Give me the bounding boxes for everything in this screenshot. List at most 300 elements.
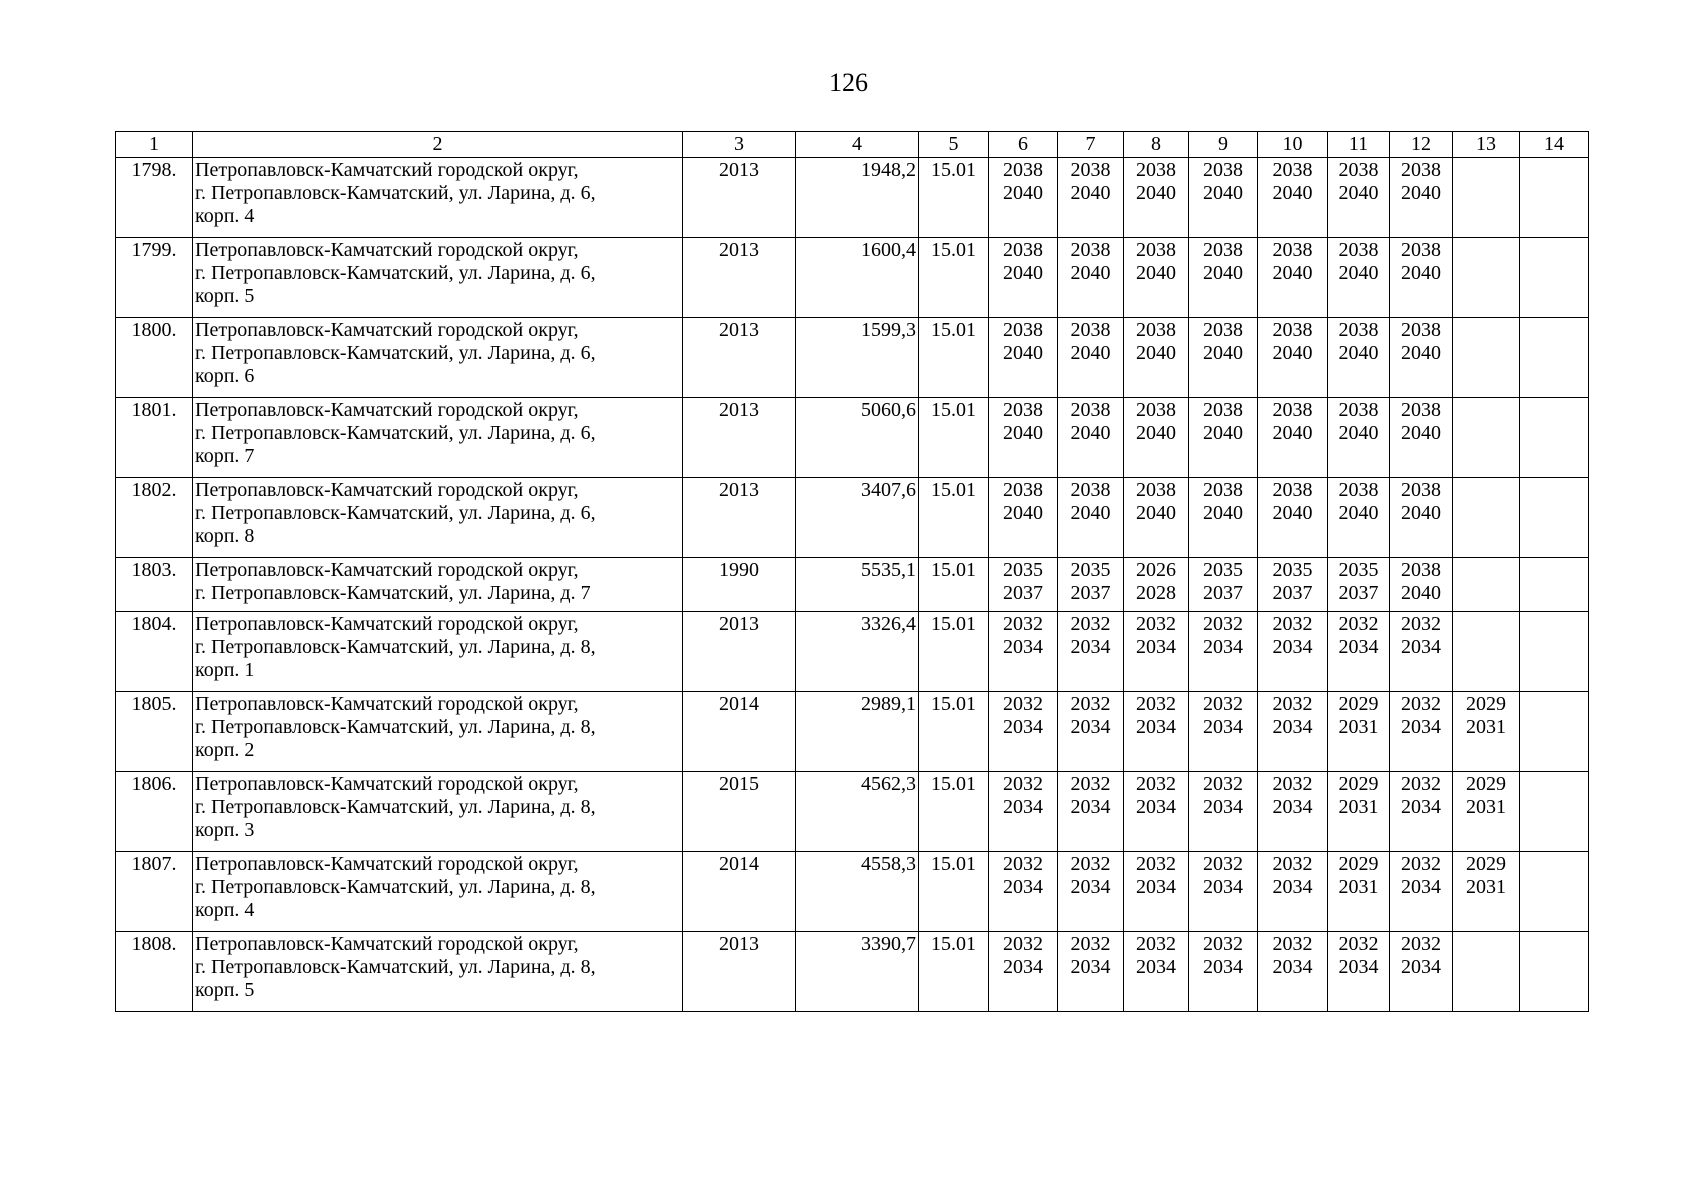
period-end: 2034 — [1070, 796, 1111, 818]
period-end: 2034 — [1136, 716, 1176, 738]
period-start: 2032 — [1070, 853, 1111, 875]
address-line: Петропавловск-Камчатский городской округ, — [195, 399, 579, 421]
table-header — [116, 132, 1589, 158]
period-end: 2040 — [1272, 342, 1313, 364]
period-start: 2032 — [1203, 773, 1243, 795]
period-cell-col-6 — [989, 558, 1058, 612]
year-built: 2014 — [683, 692, 796, 772]
year-built: 2013 — [683, 612, 796, 692]
period-end: 2040 — [1338, 502, 1379, 524]
table-row — [116, 238, 1589, 318]
period-cell-col-7 — [1058, 398, 1124, 478]
period-end: 2034 — [1070, 716, 1111, 738]
work-code: 15.01 — [919, 318, 989, 398]
period-cell-col-12 — [1390, 612, 1453, 692]
table-row — [116, 932, 1589, 1012]
period-end: 2034 — [1070, 876, 1111, 898]
period-start: 2032 — [1070, 613, 1111, 635]
period-end: 2034 — [1136, 876, 1176, 898]
period-cell-col-10 — [1258, 238, 1328, 318]
col-14-cell — [1520, 852, 1589, 932]
period-start: 2032 — [1136, 693, 1176, 715]
address-line: корп. 3 — [195, 819, 255, 841]
period-start: 2032 — [1203, 853, 1243, 875]
period-end: 2040 — [1401, 262, 1441, 284]
period-start: 2032 — [1070, 933, 1111, 955]
address-cell — [193, 558, 683, 612]
address-cell — [193, 852, 683, 932]
period-start: 2032 — [1401, 773, 1441, 795]
period-cell-col-9 — [1189, 852, 1258, 932]
period-start: 2032 — [1136, 613, 1176, 635]
table-row — [116, 772, 1589, 852]
period-end: 2034 — [1338, 636, 1379, 658]
registry-table — [115, 131, 1589, 1012]
period-start: 2026 — [1136, 559, 1176, 581]
period-end: 2034 — [1272, 876, 1313, 898]
address-line: Петропавловск-Камчатский городской округ, — [195, 613, 579, 635]
period-end: 2031 — [1466, 796, 1506, 818]
period-end: 2040 — [1272, 182, 1313, 204]
period-cell-col-13 — [1453, 158, 1520, 238]
area-value: 1599,3 — [796, 318, 919, 398]
period-cell-col-10 — [1258, 772, 1328, 852]
period-start: 2038 — [1401, 479, 1441, 501]
year-built: 2013 — [683, 158, 796, 238]
address-line: Петропавловск-Камчатский городской округ, — [195, 319, 579, 341]
table-row — [116, 478, 1589, 558]
period-cell-col-6 — [989, 318, 1058, 398]
row-number: 1808. — [116, 932, 193, 1012]
work-code: 15.01 — [919, 398, 989, 478]
period-end: 2034 — [1136, 956, 1176, 978]
col-14-cell — [1520, 558, 1589, 612]
area-value: 4562,3 — [796, 772, 919, 852]
address-line: корп. 8 — [195, 525, 255, 547]
period-start: 2038 — [1401, 319, 1441, 341]
area-value: 5535,1 — [796, 558, 919, 612]
address-line: г. Петропавловск-Камчатский, ул. Ларина, д. 8, — [195, 876, 596, 898]
table-row — [116, 692, 1589, 772]
address-line: корп. 4 — [195, 899, 255, 921]
period-cell-col-9 — [1189, 398, 1258, 478]
period-cell-col-7 — [1058, 238, 1124, 318]
period-start: 2032 — [1203, 933, 1243, 955]
period-end: 2034 — [1070, 956, 1111, 978]
period-end: 2040 — [1203, 182, 1243, 204]
period-start: 2038 — [1003, 399, 1043, 421]
period-cell-col-8 — [1124, 612, 1189, 692]
period-end: 2040 — [1136, 502, 1176, 524]
period-cell-col-13 — [1453, 692, 1520, 772]
period-start: 2029 — [1338, 773, 1379, 795]
address-cell — [193, 932, 683, 1012]
period-cell-col-12 — [1390, 478, 1453, 558]
period-start: 2035 — [1272, 559, 1313, 581]
period-cell-col-8 — [1124, 852, 1189, 932]
period-cell-col-11 — [1328, 318, 1390, 398]
period-cell-col-6 — [989, 852, 1058, 932]
period-cell-col-8 — [1124, 318, 1189, 398]
period-cell-col-8 — [1124, 238, 1189, 318]
address-line: корп. 4 — [195, 205, 255, 227]
period-cell-col-12 — [1390, 772, 1453, 852]
year-built: 1990 — [683, 558, 796, 612]
period-cell-col-9 — [1189, 558, 1258, 612]
area-value: 3326,4 — [796, 612, 919, 692]
table-row — [116, 158, 1589, 238]
period-start: 2038 — [1070, 159, 1111, 181]
period-cell-col-10 — [1258, 612, 1328, 692]
period-start: 2038 — [1272, 239, 1313, 261]
period-cell-col-7 — [1058, 932, 1124, 1012]
year-built: 2013 — [683, 932, 796, 1012]
period-end: 2031 — [1338, 876, 1379, 898]
period-start: 2032 — [1003, 853, 1043, 875]
period-cell-col-11 — [1328, 932, 1390, 1012]
period-start: 2038 — [1401, 399, 1441, 421]
period-cell-col-6 — [989, 398, 1058, 478]
table-row — [116, 612, 1589, 692]
work-code: 15.01 — [919, 612, 989, 692]
period-start: 2038 — [1070, 399, 1111, 421]
period-end: 2040 — [1003, 262, 1043, 284]
period-end: 2034 — [1401, 956, 1441, 978]
period-start: 2029 — [1338, 853, 1379, 875]
period-cell-col-13 — [1453, 932, 1520, 1012]
period-start: 2038 — [1203, 319, 1243, 341]
period-end: 2040 — [1203, 262, 1243, 284]
work-code: 15.01 — [919, 238, 989, 318]
period-cell-col-8 — [1124, 772, 1189, 852]
period-cell-col-10 — [1258, 478, 1328, 558]
period-cell-col-9 — [1189, 772, 1258, 852]
col-14-cell — [1520, 692, 1589, 772]
period-end: 2034 — [1203, 956, 1243, 978]
period-cell-col-9 — [1189, 932, 1258, 1012]
period-end: 2028 — [1136, 582, 1176, 604]
period-cell-col-6 — [989, 932, 1058, 1012]
period-start: 2032 — [1203, 613, 1243, 635]
period-end: 2034 — [1003, 796, 1043, 818]
period-cell-col-13 — [1453, 612, 1520, 692]
period-end: 2034 — [1401, 796, 1441, 818]
period-end: 2037 — [1003, 582, 1043, 604]
period-end: 2040 — [1136, 342, 1176, 364]
period-cell-col-12 — [1390, 398, 1453, 478]
period-end: 2031 — [1466, 876, 1506, 898]
period-end: 2040 — [1003, 182, 1043, 204]
period-start: 2035 — [1070, 559, 1111, 581]
period-start: 2038 — [1338, 479, 1379, 501]
period-start: 2032 — [1401, 693, 1441, 715]
address-cell — [193, 238, 683, 318]
col-14-cell — [1520, 158, 1589, 238]
period-end: 2034 — [1003, 876, 1043, 898]
year-built: 2013 — [683, 478, 796, 558]
period-cell-col-12 — [1390, 238, 1453, 318]
period-start: 2038 — [1338, 399, 1379, 421]
column-header-4: 4 — [796, 132, 919, 158]
period-cell-col-11 — [1328, 158, 1390, 238]
period-start: 2038 — [1003, 319, 1043, 341]
period-end: 2040 — [1401, 422, 1441, 444]
table-row — [116, 558, 1589, 612]
period-end: 2040 — [1401, 342, 1441, 364]
period-end: 2040 — [1070, 422, 1111, 444]
period-start: 2032 — [1136, 853, 1176, 875]
period-cell-col-7 — [1058, 852, 1124, 932]
period-start: 2032 — [1272, 613, 1313, 635]
period-end: 2034 — [1401, 876, 1441, 898]
period-start: 2032 — [1272, 853, 1313, 875]
period-cell-col-7 — [1058, 692, 1124, 772]
period-start: 2032 — [1401, 933, 1441, 955]
period-start: 2038 — [1272, 159, 1313, 181]
period-end: 2040 — [1003, 422, 1043, 444]
work-code: 15.01 — [919, 558, 989, 612]
period-end: 2034 — [1203, 876, 1243, 898]
address-line: г. Петропавловск-Камчатский, ул. Ларина, д. 8, — [195, 956, 596, 978]
period-end: 2040 — [1070, 342, 1111, 364]
period-cell-col-9 — [1189, 478, 1258, 558]
address-line: корп. 1 — [195, 659, 255, 681]
work-code: 15.01 — [919, 932, 989, 1012]
period-end: 2034 — [1003, 716, 1043, 738]
period-cell-col-10 — [1258, 398, 1328, 478]
column-header-12: 12 — [1390, 132, 1453, 158]
period-cell-col-10 — [1258, 558, 1328, 612]
period-start: 2032 — [1070, 773, 1111, 795]
year-built: 2015 — [683, 772, 796, 852]
period-end: 2037 — [1272, 582, 1313, 604]
period-start: 2032 — [1003, 613, 1043, 635]
period-start: 2038 — [1272, 399, 1313, 421]
period-cell-col-12 — [1390, 558, 1453, 612]
col-14-cell — [1520, 772, 1589, 852]
column-header-3: 3 — [683, 132, 796, 158]
table-row — [116, 398, 1589, 478]
period-start: 2038 — [1136, 479, 1176, 501]
col-14-cell — [1520, 932, 1589, 1012]
period-start: 2038 — [1203, 399, 1243, 421]
period-end: 2040 — [1003, 342, 1043, 364]
address-line: г. Петропавловск-Камчатский, ул. Ларина, д. 6, — [195, 422, 596, 444]
period-end: 2040 — [1070, 502, 1111, 524]
period-end: 2040 — [1070, 262, 1111, 284]
row-number: 1802. — [116, 478, 193, 558]
period-end: 2040 — [1401, 582, 1441, 604]
period-cell-col-13 — [1453, 852, 1520, 932]
column-header-7: 7 — [1058, 132, 1124, 158]
period-end: 2034 — [1203, 636, 1243, 658]
period-cell-col-8 — [1124, 692, 1189, 772]
period-start: 2038 — [1070, 319, 1111, 341]
table-row — [116, 318, 1589, 398]
period-cell-col-11 — [1328, 692, 1390, 772]
period-end: 2040 — [1272, 262, 1313, 284]
period-cell-col-11 — [1328, 238, 1390, 318]
period-start: 2038 — [1070, 479, 1111, 501]
period-cell-col-12 — [1390, 318, 1453, 398]
address-line: Петропавловск-Камчатский городской округ, — [195, 479, 579, 501]
period-end: 2037 — [1070, 582, 1111, 604]
column-header-14: 14 — [1520, 132, 1589, 158]
period-start: 2038 — [1272, 479, 1313, 501]
period-cell-col-8 — [1124, 558, 1189, 612]
period-start: 2032 — [1003, 693, 1043, 715]
period-end: 2034 — [1338, 956, 1379, 978]
period-cell-col-8 — [1124, 398, 1189, 478]
address-cell — [193, 612, 683, 692]
period-cell-col-6 — [989, 158, 1058, 238]
period-start: 2032 — [1003, 933, 1043, 955]
address-line: Петропавловск-Камчатский городской округ, — [195, 239, 579, 261]
period-start: 2032 — [1401, 613, 1441, 635]
row-number: 1807. — [116, 852, 193, 932]
period-cell-col-11 — [1328, 558, 1390, 612]
period-end: 2034 — [1272, 956, 1313, 978]
period-start: 2032 — [1070, 693, 1111, 715]
address-line: Петропавловск-Камчатский городской округ, — [195, 693, 579, 715]
period-start: 2038 — [1136, 239, 1176, 261]
period-end: 2031 — [1466, 716, 1506, 738]
period-start: 2038 — [1003, 479, 1043, 501]
address-line: Петропавловск-Камчатский городской округ, — [195, 159, 579, 181]
area-value: 4558,3 — [796, 852, 919, 932]
period-start: 2032 — [1338, 613, 1379, 635]
period-end: 2040 — [1203, 422, 1243, 444]
period-end: 2034 — [1136, 636, 1176, 658]
period-start: 2038 — [1203, 239, 1243, 261]
address-cell — [193, 478, 683, 558]
period-cell-col-9 — [1189, 318, 1258, 398]
column-header-13: 13 — [1453, 132, 1520, 158]
column-header-8: 8 — [1124, 132, 1189, 158]
period-start: 2032 — [1203, 693, 1243, 715]
period-cell-col-9 — [1189, 158, 1258, 238]
period-end: 2040 — [1203, 502, 1243, 524]
period-cell-col-11 — [1328, 478, 1390, 558]
period-cell-col-12 — [1390, 692, 1453, 772]
column-header-6: 6 — [989, 132, 1058, 158]
work-code: 15.01 — [919, 158, 989, 238]
address-line: Петропавловск-Камчатский городской округ, — [195, 853, 579, 875]
period-cell-col-13 — [1453, 238, 1520, 318]
period-start: 2032 — [1003, 773, 1043, 795]
period-end: 2037 — [1203, 582, 1243, 604]
period-end: 2040 — [1338, 262, 1379, 284]
period-end: 2034 — [1003, 636, 1043, 658]
period-end: 2034 — [1003, 956, 1043, 978]
work-code: 15.01 — [919, 772, 989, 852]
period-cell-col-8 — [1124, 932, 1189, 1012]
address-line: г. Петропавловск-Камчатский, ул. Ларина, д. 8, — [195, 636, 596, 658]
address-line: г. Петропавловск-Камчатский, ул. Ларина, д. 7 — [195, 582, 591, 604]
address-line: Петропавловск-Камчатский городской округ, — [195, 933, 579, 955]
address-line: корп. 7 — [195, 445, 255, 467]
period-end: 2040 — [1401, 182, 1441, 204]
period-start: 2035 — [1338, 559, 1379, 581]
period-end: 2040 — [1338, 422, 1379, 444]
period-start: 2038 — [1136, 159, 1176, 181]
address-line: Петропавловск-Камчатский городской округ, — [195, 773, 579, 795]
year-built: 2013 — [683, 318, 796, 398]
period-cell-col-10 — [1258, 852, 1328, 932]
address-line: г. Петропавловск-Камчатский, ул. Ларина, д. 8, — [195, 796, 596, 818]
header-row — [116, 132, 1589, 158]
period-start: 2038 — [1136, 319, 1176, 341]
period-start: 2038 — [1003, 239, 1043, 261]
address-line: г. Петропавловск-Камчатский, ул. Ларина, д. 6, — [195, 182, 596, 204]
period-start: 2038 — [1203, 479, 1243, 501]
period-end: 2040 — [1338, 182, 1379, 204]
period-start: 2032 — [1136, 773, 1176, 795]
page-number: 126 — [829, 68, 868, 97]
col-14-cell — [1520, 398, 1589, 478]
period-start: 2038 — [1003, 159, 1043, 181]
period-cell-col-6 — [989, 692, 1058, 772]
period-start: 2032 — [1136, 933, 1176, 955]
area-value: 3390,7 — [796, 932, 919, 1012]
period-end: 2037 — [1338, 582, 1379, 604]
period-cell-col-8 — [1124, 478, 1189, 558]
period-start: 2038 — [1272, 319, 1313, 341]
period-start: 2035 — [1203, 559, 1243, 581]
period-end: 2040 — [1136, 262, 1176, 284]
period-start: 2032 — [1272, 933, 1313, 955]
period-start: 2038 — [1338, 239, 1379, 261]
period-cell-col-11 — [1328, 772, 1390, 852]
area-value: 5060,6 — [796, 398, 919, 478]
address-line: корп. 6 — [195, 365, 255, 387]
period-start: 2038 — [1401, 159, 1441, 181]
period-end: 2034 — [1203, 716, 1243, 738]
col-14-cell — [1520, 318, 1589, 398]
address-cell — [193, 158, 683, 238]
row-number: 1806. — [116, 772, 193, 852]
period-start: 2038 — [1203, 159, 1243, 181]
period-cell-col-9 — [1189, 692, 1258, 772]
period-cell-col-6 — [989, 478, 1058, 558]
col-14-cell — [1520, 612, 1589, 692]
period-start: 2029 — [1466, 853, 1506, 875]
period-cell-col-6 — [989, 612, 1058, 692]
period-end: 2034 — [1401, 716, 1441, 738]
period-start: 2038 — [1070, 239, 1111, 261]
period-end: 2040 — [1272, 422, 1313, 444]
period-start: 2038 — [1136, 399, 1176, 421]
period-start: 2029 — [1466, 693, 1506, 715]
period-end: 2034 — [1272, 636, 1313, 658]
address-cell — [193, 772, 683, 852]
period-end: 2040 — [1338, 342, 1379, 364]
area-value: 1600,4 — [796, 238, 919, 318]
period-start: 2032 — [1338, 933, 1379, 955]
period-cell-col-7 — [1058, 158, 1124, 238]
period-end: 2040 — [1136, 182, 1176, 204]
period-cell-col-11 — [1328, 398, 1390, 478]
row-number: 1799. — [116, 238, 193, 318]
address-cell — [193, 398, 683, 478]
row-number: 1798. — [116, 158, 193, 238]
address-line: корп. 5 — [195, 285, 255, 307]
period-cell-col-13 — [1453, 478, 1520, 558]
period-cell-col-10 — [1258, 932, 1328, 1012]
work-code: 15.01 — [919, 852, 989, 932]
address-line: корп. 2 — [195, 739, 255, 761]
period-cell-col-11 — [1328, 612, 1390, 692]
